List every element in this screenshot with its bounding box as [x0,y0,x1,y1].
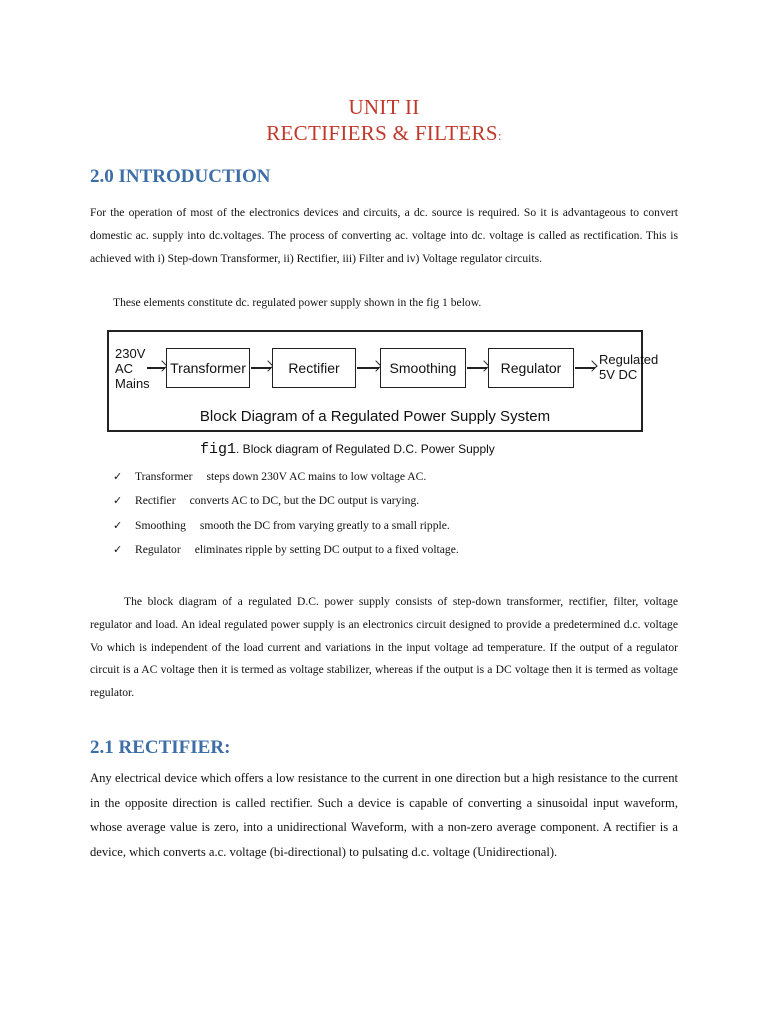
arrow-icon [357,367,379,369]
component-checklist [113,470,459,567]
intro-paragraph: For the operation of most of the electronics devices and circuits, a dc. source is required. So it is advantageous to convert domestic ac. supply into dc.voltages. The process of converting ac. voltage into dc. voltage is called as rectification. This is achieved with i) Step-down Transformer, ii) Rectifier, iii) Filter and iv) Voltage regulator circuits. [90,206,678,265]
rectifier-paragraph: Any electrical device which offers a low resistance to the current in one direction but a high resistance to the current in the opposite direction is called rectifier. Such a device is capable of converting a sinusoidal input waveform, whose average value is zero, into a unidirectional Waveform, with a non-zero average component. A rectifier is a device, which converts a.c. voltage (bi-directional) to pulsating d.c. voltage (Unidirectional). [90,771,678,859]
input-label-line: 230V [115,346,146,361]
figure-caption-text: . Block diagram of Regulated D.C. Power Supply [236,442,495,456]
item-desc: smooth the DC from varying greatly to a small ripple. [199,518,450,532]
arrow-icon [251,367,271,369]
list-item [113,519,459,543]
figure-caption [200,441,495,458]
input-label-line: AC [115,361,134,376]
item-term: Rectifier [135,494,176,508]
item-term: Smoothing [135,518,186,532]
chapter-title [0,121,768,146]
item-term: Regulator [135,542,181,556]
diagram-caption: Block Diagram of a Regulated Power Supply System [199,408,551,425]
chapter-title-text: RECTIFIERS & FILTERS [266,121,498,145]
figure-id: fig1 [200,441,237,458]
input-label-line: Mains [115,376,150,391]
item-desc: converts AC to DC, but the DC output is varying. [189,494,420,508]
checkmark-icon: ✓ [113,470,123,483]
diagram-output-label [599,352,658,382]
checkmark-icon: ✓ [113,518,123,532]
chapter-title-suffix: : [497,128,502,143]
output-label-line: Regulated [599,352,659,367]
item-desc: eliminates ripple by setting DC output to a fixed voltage. [194,542,459,556]
arrow-icon [147,367,165,369]
list-item [113,543,459,567]
intro-lead-in: These elements constitute dc. regulated power supply shown in the fig 1 below. [113,296,482,309]
list-item [113,494,459,518]
list-item [113,470,459,494]
intro-heading: 2.0 INTRODUCTION [90,166,271,187]
checkmark-icon: ✓ [113,494,123,508]
arrow-icon [467,367,487,369]
output-label-line: 5V DC [599,367,638,382]
arrow-icon [575,367,595,369]
diagram-input-label [115,346,150,391]
smoothing-block: Smoothing [380,348,466,388]
regulator-block: Regulator [488,348,574,388]
item-term: Transformer [135,470,193,483]
unit-title: UNIT II [348,95,420,119]
transformer-block: Transformer [166,348,250,388]
item-desc: steps down 230V AC mains to low voltage AC. [206,470,427,483]
checkmark-icon: ✓ [113,542,123,556]
rectifier-heading: 2.1 RECTIFIER: [90,737,231,758]
block-diagram [107,330,659,432]
rectifier-block: Rectifier [272,348,356,388]
block-diagram-paragraph: The block diagram of a regulated D.C. power supply consists of step-down transformer, rectifier, filter, voltage regulator and load. An ideal regulated power supply is an electronics circuit designed to provide a predetermined d.c. voltage Vo which is independent of the load current and variations in the input voltage ad temperature. If the output of a regulator circuit is a AC voltage then it is termed as voltage stabilizer, whereas if the output is a DC voltage then it is termed as voltage regulator. [90,595,678,700]
